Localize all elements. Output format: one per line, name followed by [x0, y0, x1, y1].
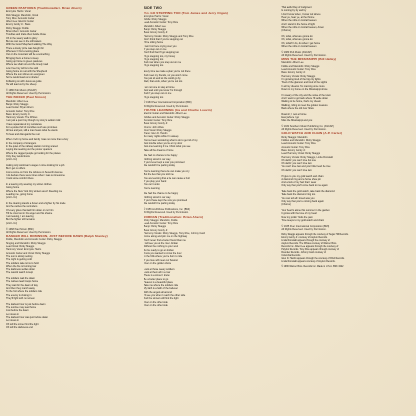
lyric-line: Nothing stood in our way: [143, 195, 171, 199]
song-title: JORDAN (Traditional/arr. Brian Ahern): [143, 214, 204, 219]
lyric-line: With the angels all around: [143, 290, 172, 294]
credit-line: Lead Harmony Vocal: Ricky Skaggs: [281, 152, 321, 156]
credit-line: Banjo: Ricky Skaggs: [143, 28, 167, 32]
lyric-line: Just before the dawn: [6, 309, 29, 313]
lyric-line: Over on the other side: [143, 300, 168, 304]
lyric-line: Till he cried out in his anger and his shame: [6, 211, 53, 215]
credit-line: Piano: Glen D. Hardin: [143, 132, 168, 136]
lyric-line: In all my dreams I'm roaming once more: [281, 84, 325, 88]
lyric-line: Look at those weary soldiers: [143, 267, 175, 271]
lyric-line: There a lovely prize was bought for: [6, 46, 44, 50]
lyric-line: With the Good Shepherd walking The Way: [6, 43, 52, 47]
footer-line: Glen D. Hardin appears through the courtesy of RCA Records.: [281, 257, 345, 260]
lyric-line: (LILI LI LI): [6, 196, 18, 200]
lyric-line: You can't love two and your little heart be true: [281, 165, 331, 169]
lyric-line: Your heart's alone this summer in the garden: [281, 209, 330, 213]
lyric-line: Tired of the glamour and tired of the sights: [281, 81, 328, 85]
lyric-line: So he would lead us to shelter: [6, 76, 39, 80]
lyric-line: Where we shall not end the lonely road: [6, 63, 49, 67]
lyric-line: But we can see in the still waters: [6, 40, 42, 44]
lyric-line: Heaven is a beautiful place: [143, 280, 173, 284]
lyric-line: And he carries the reminders: [6, 205, 38, 209]
lyric-line: (Chorus): [281, 203, 291, 207]
credit-line: Bass: Emory Gordy Jr.: [143, 122, 169, 126]
lyric-line: Out on the mountain will be a something: [6, 53, 50, 57]
lyric-line: We wouldn't be parting today: [143, 164, 175, 168]
credit-line: Singing and Mandolin: Ricky Skaggs: [6, 241, 46, 245]
lyric-line: Only they would know: [6, 155, 30, 158]
footer-line: Linda Ronstadt appears through the courtesy of: [281, 239, 330, 242]
credit-line: Lead Vocal: Ricky Skaggs: [6, 244, 35, 248]
lyric-line: When the fire is burning low: [6, 264, 37, 268]
lyric-line: I do declare there were times when I was so lonesome: [6, 173, 65, 177]
credit-line: Bass: Emory Gordy Jr.: [281, 148, 306, 152]
column-right: [281, 6, 411, 412]
lyric-line: Going up home to green pastures: [6, 59, 43, 63]
lyric-line: Going home to rest with the Shepherd: [6, 69, 48, 73]
lyric-line: If you love will meet our Saviour: [143, 258, 179, 262]
credit-line: Bass: Emory Gordy Jr.: [143, 31, 169, 35]
credit-line: © 1963 Peer International Corporation (BMI): [143, 101, 192, 105]
credit-line: Fiddles and Mandolin: Ricky Skaggs: [281, 138, 321, 142]
lyric-line: And I want to go back where I'll settle down: [281, 96, 328, 100]
lyric-line: I'll be sitting home: [143, 41, 164, 45]
lyric-line: The sun is slowly setting: [6, 254, 33, 258]
lyric-line: Roamin', I rest at home: [281, 112, 307, 116]
lyric-line: They wait for the dawn of day: [6, 283, 38, 287]
credit-line: Bass: Emory Gordy Jr.: [281, 71, 306, 75]
lyric-line: Let Jesus in: [6, 312, 20, 316]
lyric-line: The enemy is closing in: [6, 293, 32, 297]
column-left: [6, 6, 136, 412]
lyric-line: He will lead us by the sheep: [6, 83, 37, 87]
lyric-line: I'll go stepping too: [143, 57, 164, 61]
credit-line: Dust Vocal: Ricky Skaggs: [143, 128, 172, 132]
lyric-line: Well, that ends, when you're out too: [143, 80, 183, 84]
column-middle: [144, 6, 274, 412]
lyric-line: I'm weary of the city and the noise of the town: [281, 93, 331, 97]
credit-line: Lead Acoustic Guitar: Tony Rice: [143, 21, 179, 25]
lyric-line: Where the sun shines on evergreen: [6, 73, 45, 77]
lyric-line: Leading me, going home: [6, 192, 33, 196]
lyric-line: I am not one to stay at home: [143, 85, 175, 89]
credit-line: Tony Rice: Acoustic Guitar: [6, 16, 35, 20]
lyric-line: And meet my friends, no you won't come: [143, 73, 188, 77]
credit-line: Bass: Emory Gordy Jr.: [143, 228, 169, 232]
credit-line: Acoustic Guitar: Tony Rice: [281, 145, 310, 149]
lyric-line: You'll find that I'll go stepping too: [143, 51, 179, 55]
credit-line: Acoustic Guitar: Tony Rice: [6, 109, 35, 113]
lyric-line: Everywhere I go: [281, 115, 299, 119]
credit-line: Emory Gordy Jr.: Bass: [6, 23, 31, 27]
lyric-line: Low I feel my will is to be sold: [6, 66, 39, 70]
credit-line: Ricky Skaggs: Mandolin, Fiddle: [143, 218, 178, 222]
lyric-line: And then they march away: [6, 287, 35, 291]
lyric-line: Come along and join me on the highway: [143, 235, 188, 239]
credit-line: Harmony Vocals: Ricky Skaggs, Linda Ronstadt: [281, 155, 333, 159]
lyric-line: I won't sit here crying over you: [143, 44, 177, 48]
lyric-line: You're learning that a lie can make you cry: [143, 170, 190, 174]
lyric-line: In the quiet of the railway station running scared: [6, 145, 58, 149]
lyric-line: You can tell all I loved was you: [281, 196, 315, 200]
credit-line: All Rights Reserved. Used by Permission.: [281, 228, 327, 232]
lyric-line: Oh will the darkness end: [6, 325, 33, 329]
song-title: THE BOXER (Paul Simon): [6, 95, 47, 100]
credit-line: Harmony Vocals: The Whites: [6, 116, 38, 120]
credit-line: All Rights Reserved. Used by Permission.: [143, 211, 189, 215]
credit-line: Acoustic Guitar and Vocal: Ricky Skaggs: [6, 251, 51, 255]
credit-line: © 1968 Paul Simon (BMI): [6, 227, 34, 231]
lyric-line: When the rolls on mortal heaven, Amen: [281, 25, 325, 29]
lyric-line: When I left my home and family I was no more than a boy: [6, 138, 69, 142]
song-title: GREEN PASTURES (Traditional/arr. Brian Ahern): [6, 6, 82, 10]
credit-line: Ricky Skaggs: Mandolin: [281, 135, 308, 139]
credit-line: Acoustic Guitar: Tony Rice: [143, 118, 173, 122]
footer-line: Asylum Records. The Whites courtesy of Warner Bros.: [281, 242, 337, 245]
lyric-line: The darkest hour was just before dawn: [6, 315, 49, 319]
lyric-line: Only say that you're coming back again: [281, 200, 324, 204]
footer-line: Ricky Skaggs appears through the courtesy of Sugar Hill Records.: [281, 233, 349, 236]
lyric-line: Don't think that if you're stepping out: [143, 37, 183, 41]
lyric-line: But the fighter still remains: [6, 218, 35, 222]
lyric-line: Take back the gold watch, take back the diamond: [281, 190, 335, 194]
lyric-line: Going home: [6, 186, 20, 190]
lyric-line: I took some comfort there: [6, 177, 34, 181]
lyric-line: If you'd have kept the vow you promised: [143, 198, 188, 202]
lyric-line: Following on with Jesus as guide: [6, 79, 42, 83]
footer-line: Polydor Records. Tony Rice appears through courtesy of: [281, 248, 339, 251]
lyric-line: Bringing them a home to keep: [6, 56, 39, 60]
footer-line: Columbia Records.: [281, 254, 301, 257]
lyric-line: The sunrise may lead home: [6, 306, 37, 310]
lyric-line: Oh in the weary walk to glory: [6, 36, 38, 40]
lyric-line: Look at them all in a row: [143, 270, 171, 274]
lyric-line: I have squandered my resistance: [6, 122, 42, 126]
credit-line: Brian Ahern: Acoustic Guitar: [6, 30, 37, 34]
credit-line: Mandolin: Albert Lee: [6, 99, 29, 103]
lyric-line: Without the nothing to your soul: [143, 245, 178, 249]
credit-line: Fiddle: Ricky Skaggs: [143, 18, 167, 22]
credit-line: Emmylou Harris: Vocal: [143, 14, 169, 18]
credit-line: Drums: John Ware: [143, 125, 164, 129]
credit-line: © 1935 Peer International Corporation (BMI): [281, 224, 330, 228]
lyric-line: (LILI LI LI): [6, 221, 18, 225]
lyric-line: They'll fight with no retreat: [6, 297, 35, 301]
lyric-line: So many nights while I'm asleep: [143, 135, 179, 139]
lyric-line: Take all the dreams of mine: [143, 148, 174, 152]
lyric-line: I'll see you when I reach the other side: [143, 294, 186, 298]
credit-line: Lead Acoustic Guitar: Tony Rice: [143, 222, 179, 226]
lyric-line: I'll go stepping too: [143, 95, 164, 99]
lyric-line: The soldiers wait the dawn: [6, 277, 35, 281]
lyric-line: In the company of strangers: [6, 141, 37, 145]
lyric-line: Take back the diamond ring too: [281, 193, 316, 197]
credit-line: All Rights Reserved. Used by Permission.: [281, 53, 327, 57]
lyric-line: Every time we make a plan you're not there: [143, 70, 191, 74]
lyric-line: Only say that you'll come back to me again: [281, 184, 328, 188]
lyric-line: To hear and disregards the rest: [6, 132, 40, 136]
lyric-line: Walking, riding to meet the golden treasure: [281, 103, 328, 107]
lyric-line: But I get no offers: [6, 167, 26, 171]
lyric-line: Asking only workman's wages I come looking for a job: [6, 164, 65, 168]
lyric-line: Oh darlin' you can't love two: [281, 168, 312, 172]
credit-line: Fiddle, Mandolin and Acoustic Guitar: Ricky Skaggs: [6, 238, 62, 242]
lyric-line: When the rolls on mortal heaven: [281, 19, 317, 23]
lyric-line: But the lies that you told me: [143, 173, 174, 177]
lyric-line: The soldiers take turns to hold: [6, 261, 39, 265]
lyric-line: We had the chance to be happy: [143, 192, 179, 196]
lyric-line: If you'd ever kept a vow you promised: [143, 161, 185, 165]
lyric-line: The darkness settles down: [6, 268, 35, 272]
lyric-line: Oh darlin' you can't love two: [281, 162, 312, 166]
credit-line: Fiddle and Mandolin: Ricky Skaggs: [281, 64, 320, 68]
credit-line: Rick Skaggs: Mandolin, Vocal: [6, 13, 39, 17]
lyric-line: Just a come-on from the whores on Seventh Avenue: [6, 170, 63, 174]
lyric-line: Troubles and trials often betide those: [6, 33, 47, 37]
lyric-line: Oh will the sinner find the light: [6, 322, 39, 326]
credit-line: Bass: Emory Gordy Jr.: [6, 112, 31, 116]
credit-line: Lead Acoustic Guitar: Tony Rice: [281, 142, 316, 146]
lyric-line: Oh, what, what are gonna do: [281, 34, 313, 38]
footer-line: Rounder Records. Johnny Cash courtesy of: [281, 251, 326, 254]
lyric-line: And I stand in the home of light: [281, 22, 315, 26]
lyric-line: I'll give to you my gold watch and chain: [281, 174, 324, 178]
credit-line: © 1980 Pub Music (ASCAP): [6, 88, 37, 92]
credit-line: © 1932 Southern Music Publishing Co. (ASCAP): [281, 124, 334, 128]
lyric-line: In the clearing stands a boxer and a fighter by his trade: [6, 201, 66, 205]
lyric-line: There is a sinner I know: [143, 274, 170, 278]
credit-line: All Rights Reserved. Used by Permission.: [6, 230, 52, 234]
credit-line: Ricky Skaggs: Fiddle: [6, 26, 29, 30]
lyric-line: You'll never find a better friend than me: [143, 238, 186, 242]
lyric-line: All lies and jest, still a man hears what he wants: [6, 129, 58, 133]
credit-line: Lead Acoustic Guitar: Tony Rice: [281, 67, 316, 71]
lyric-line: Oh, what, what are gonna do: [281, 38, 313, 42]
lyric-line: I am just a poor boy though my story's seldom told: [6, 119, 61, 123]
lyric-line: Oh darlin' you can't love but one: [281, 158, 316, 162]
lyric-line: I don't know when, I know not where: [281, 12, 321, 16]
lyric-line: A diamond ring and a horse shoe pin: [281, 177, 322, 181]
credit-line: Harmony Vocal: Emmylou Harris: [6, 248, 42, 252]
lyric-line: And the sinners will find the light: [143, 297, 179, 301]
credit-line: Mandolin: Albert Lee: [281, 61, 304, 65]
lyric-line: (Chorus): [281, 29, 291, 33]
lyric-line: If you step out on me: [143, 47, 167, 51]
credit-line: All Rights Reserved. Used by Permission.: [6, 92, 52, 96]
lyric-line: Just wait until you know I'm through: [143, 89, 183, 93]
credit-line: Harmony Vocals: Ricky Skaggs, Tony Rice, Johnny Cash: [143, 232, 206, 236]
footer-line: Emory Gordy Jr. courtesy of Asylum Records.: [281, 236, 328, 239]
lyric-line: Of every glove that laid him down or cut him: [6, 208, 54, 212]
lyric-line: Let Jesus in: [6, 319, 20, 323]
credit-line: All Rights Reserved. Used by Permission.: [281, 128, 327, 132]
credit-line: Lead Guitar: Bryan Ahern: [6, 106, 34, 110]
lyric-line: Where the ragged people go looking for the places: [6, 151, 61, 155]
lyric-line: I'll go stepping too: [143, 64, 164, 68]
lyric-line: In a leaving city wearing my winter clothes: [6, 182, 52, 186]
lyric-line: You just sit and let the world go by: [143, 76, 181, 80]
credit-line: Albert Lee: Electric Guitar: [6, 20, 34, 24]
lyric-line: Take me where the soldiers ride: [143, 284, 179, 288]
lyric-line: Miss the Mississippi and you: [281, 119, 313, 123]
lyric-line: And now when you step out on me: [143, 61, 182, 65]
credit-line: Mandolin: Albert Lee: [143, 24, 166, 28]
lyric-line: Time keeps to my gold watch and chain: [281, 219, 325, 223]
lyric-line: We had no chance to be happy: [143, 154, 178, 158]
lyric-line: Be a better place to go: [143, 277, 169, 281]
lyric-line: When the rolls on mortal heaven: [281, 44, 317, 48]
lyric-line: It grows with the love of my heart: [281, 212, 317, 216]
footer-line: Records Inc. Albert Lee appears through the courtesy of: [281, 245, 339, 248]
credit-line: Banjo: Ricky Skaggs: [143, 225, 167, 229]
lyric-line: Oh, what'll I do, do when I get home: [281, 41, 321, 45]
lyric-line: So be ready to go at Jordan: [143, 248, 174, 252]
credit-line: All Rights Reserved. Used by Permission.: [143, 104, 189, 108]
lyric-line: If you play your hand: [143, 180, 167, 184]
lyric-line: And if you step out on me: [143, 92, 172, 96]
lyric-line: Now my pickin' finds the pain: [281, 215, 313, 219]
lyric-line: The night is getting cold: [6, 258, 32, 262]
footer-line: © 1980 Warner Bros. Records Inc. Made in U.S.A. BSK 3422: [281, 266, 344, 269]
credit-line: Electric Guitar and Mandolin: Albert Lee: [143, 112, 187, 116]
credit-line: Harmony Vocals: Ricky Skaggs and Tony Rice: [143, 34, 194, 38]
lyric-line: Laying low seeking out the poorer quarters: [6, 148, 53, 152]
lyric-line: I'll go stepping too, my honey: [143, 54, 176, 58]
lyric-line: Nothing stood in our way: [143, 157, 171, 161]
song-title: MISS THE MISSISSIPPI (Bill Halley): [281, 57, 337, 62]
lyric-line: We wouldn't be parting today: [143, 202, 175, 206]
lyric-line: I'm growing tired of the big city lights: [281, 77, 321, 81]
footer-line: Linda Ronstadt appears courtesy of Asylum Records.: [281, 260, 336, 263]
lyric-line: (LILI LI LI): [6, 158, 18, 162]
credit-line: Emmylou Harris: Vocal: [6, 10, 31, 14]
lyric-line: The darkest hour is just before dawn: [6, 302, 46, 306]
lyric-line: Hear ye, hear ye, at the throne: [281, 15, 315, 19]
lyric-line: In the hills where you're born to ride: [143, 255, 183, 259]
lyric-line: Just trouble when you're at my door: [143, 142, 183, 146]
credit-line: © 1980 Pub Music (ASCAP): [281, 50, 312, 54]
lyric-line: The careful watch is kept: [6, 271, 33, 275]
lyric-line: You're learning: [143, 186, 160, 190]
lyric-line: Wherever I find a resting place: [6, 49, 40, 53]
lyric-line: Where the New York City winters aren't bleeding me: [6, 189, 63, 193]
lyric-line: Know you wanted to cross the river: [143, 251, 182, 255]
credit-line: © 1956 Acuff-Rose Publications, Inc. (BMI): [143, 207, 190, 211]
lyric-line: For a pocket full of mumbles such are promises: [6, 126, 58, 130]
lyric-line: Waiting to be home, that's my dream: [281, 100, 321, 104]
song-title: GOLD WATCH AND CHAIN (A.P. Carter): [281, 131, 343, 136]
lyric-line: You are learning that a lie can cause a hurt: [143, 176, 190, 180]
lyric-line: Over on the golden shore: [143, 261, 172, 265]
lyric-line: That awful Day of Judgment: [281, 6, 312, 9]
lyric-line: To the fort where the soldiers ride: [6, 290, 43, 294]
lyric-line: Just one learning if me I think what you see: [143, 145, 191, 149]
lyric-line: You can't undo: [143, 183, 160, 187]
credit-line: Harmony Vocals: Ricky Skaggs: [281, 74, 316, 78]
lyric-line: Over on the other side: [143, 304, 168, 308]
lyric-line: Back where the old river flows: [281, 106, 314, 110]
song-title: DANGER WILL ROBINSON, JUST BEFORE DAWN (Ralph Stanley): [6, 234, 108, 239]
lyric-line: The natives lead troops home: [6, 280, 39, 284]
song-title: YOU'RE LEARNING (Ira and Charlie Louvin): [143, 108, 212, 113]
song-title: I'LL GO STEPPING TOO (Tom James and Jerry Organ): [143, 10, 228, 15]
credit-line: Banjo: Ricky Skaggs: [6, 102, 29, 106]
credit-line: Fiddles and Acoustic Guitar: Ricky Skaggs: [143, 115, 190, 119]
lyric-line: I am leaving, I am leaving: [6, 215, 34, 219]
lyric-line: And a lock of my hair that I wear: [281, 181, 317, 185]
lyric-line: I will see you at the river Jordan: [143, 242, 178, 245]
lyric-line: My faith is a faith of the believer: [143, 287, 178, 291]
lyric-line: Down in my home on the Mississippi shore: [281, 87, 328, 91]
lyric-line: You've been wondering what to do to get rid of my: [143, 138, 198, 142]
lyric-line: Is coming by by and by: [281, 9, 307, 13]
side-heading: SIDE TWO: [143, 6, 163, 10]
